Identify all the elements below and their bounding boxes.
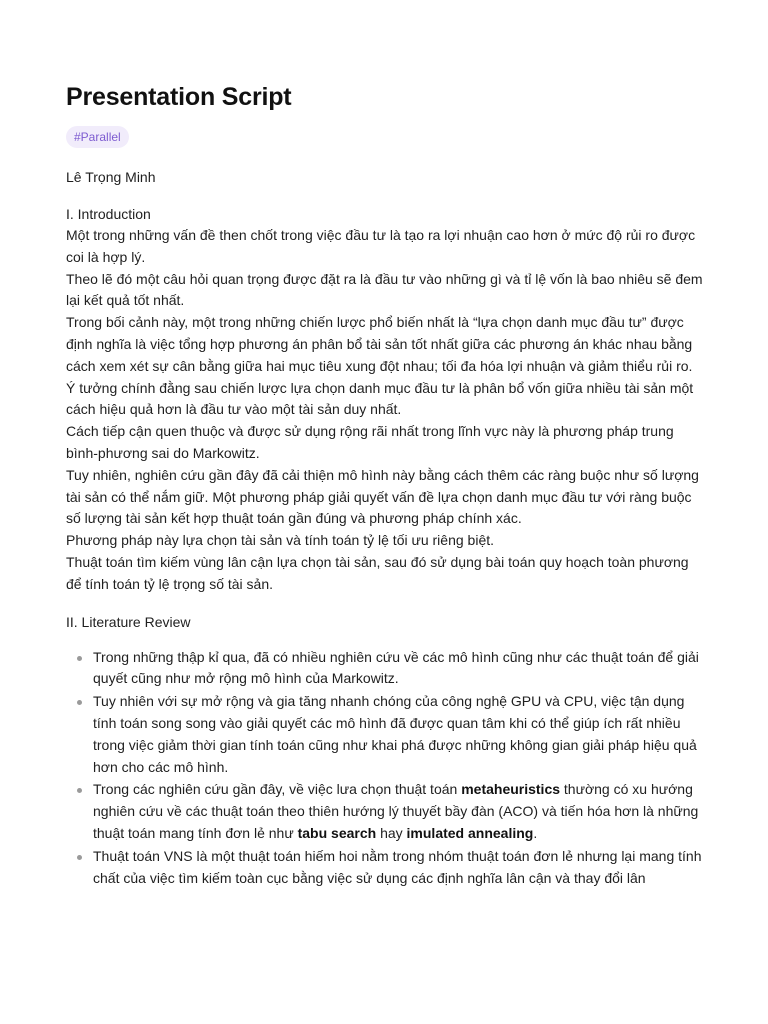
list-item-text: Tuy nhiên với sự mở rộng và gia tăng nhanh chóng của công nghệ GPU và CPU, việc tận dụng tính toán song song vào giải quyết các mô hình đã được quan tâm khi có thể giúp ích rất nhiều trong việc giảm thời gian tính toán cũng như khai phá được những không gian giải pháp hiệu quả hơn cho các mô hình. xyxy=(93,693,697,775)
intro-paragraph: Ý tưởng chính đằng sau chiến lược lựa chọn danh mục đầu tư là phân bổ vốn giữa nhiều tài sản một cách hiệu quả hơn là đầu tư vào một tài sản duy nhất. xyxy=(66,379,694,418)
tag-parallel[interactable]: #Parallel xyxy=(66,126,129,148)
intro-paragraph: Thuật toán tìm kiếm vùng lân cận lựa chọn tài sản, sau đó sử dụng bài toán quy hoạch toàn phương để tính toán tỷ lệ trọng số tài sản. xyxy=(66,553,689,592)
list-item xyxy=(66,691,706,778)
intro-paragraph: Cách tiếp cận quen thuộc và được sử dụng rộng rãi nhất trong lĩnh vực này là phương pháp trung bình-phương sai do Markowitz. xyxy=(66,423,674,461)
bullet-dot-icon xyxy=(77,700,82,705)
bold-term-tabu-search: tabu search xyxy=(297,824,377,841)
bullet-dot-icon xyxy=(77,855,82,860)
list-item-text: Thuật toán VNS là một thuật toán hiếm hoi nằm trong nhóm thuật toán đơn lẻ nhưng lại mang tính chất của việc tìm kiếm toàn cục bằng việc sử dụng các định nghĩa lân cận và thay đổi lân xyxy=(93,847,702,886)
list-item-text: hay xyxy=(376,824,407,841)
author-name: Lê Trọng Minh xyxy=(66,169,156,185)
list-item xyxy=(66,647,706,691)
list-item xyxy=(66,779,706,844)
bold-term-metaheuristics: metaheuristics xyxy=(461,781,561,798)
list-item-text: Trong những thập kỉ qua, đã có nhiều nghiên cứu về các mô hình cũng như các thuật toán để giải quyết cũng như mở rộng mô hình của Markowitz. xyxy=(93,648,699,687)
intro-paragraph: Một trong những vấn đề then chốt trong việc đầu tư là tạo ra lợi nhuận cao hơn ở mức độ rủi ro được coi là hợp lý. xyxy=(66,227,696,265)
bullet-dot-icon xyxy=(77,788,82,793)
tag-row xyxy=(66,126,706,152)
list-item-text: . xyxy=(533,824,538,841)
introduction-heading: I. Introduction xyxy=(66,206,151,222)
bold-term-simulated-annealing: imulated annealing xyxy=(406,824,534,841)
document-page xyxy=(66,80,706,890)
page-title: Presentation Script xyxy=(66,83,292,111)
list-item xyxy=(66,846,706,890)
literature-review-section xyxy=(66,611,706,890)
intro-paragraph: Phương pháp này lựa chọn tài sản và tính toán tỷ lệ tối ưu riêng biệt. xyxy=(66,532,495,549)
literature-review-heading: II. Literature Review xyxy=(66,613,191,630)
intro-paragraph: Trong bối cảnh này, một trong những chiến lược phổ biến nhất là “lựa chọn danh mục đầu tư” được định nghĩa là việc tổng hợp phương án phân bổ tài sản tốt nhất giữa các phương án khác nhau bằng cách xem xét sự cân bằng giữa hai mục tiêu xung đột nhau; tối đa hóa lợi nhuận và giảm thiểu rủi ro. xyxy=(66,314,693,374)
list-item-text: thường có xu hướng nghiên cứu về các thuật toán theo thiên hướng lý thuyết bầy đàn (ACO) và tiến hóa hơn là những thuật toán mang tính đơn lẻ như xyxy=(93,781,699,841)
literature-review-list xyxy=(66,647,706,890)
list-item-text: Trong các nghiên cứu gần đây, về việc lưa chọn thuật toán xyxy=(93,781,462,798)
introduction-section xyxy=(66,203,706,596)
intro-paragraph: Theo lẽ đó một câu hỏi quan trọng được đặt ra là đầu tư vào những gì và tỉ lệ vốn là bao nhiêu sẽ đem lại kết quả tốt nhất. xyxy=(66,270,703,309)
introduction-body xyxy=(66,225,706,596)
bullet-dot-icon xyxy=(77,656,82,661)
intro-paragraph: Tuy nhiên, nghiên cứu gần đây đã cải thiện mô hình này bằng cách thêm các ràng buộc như số lượng tài sản có thể nắm giữ. Một phương pháp giải quyết vấn đề lựa chọn danh mục đầu tư với ràng buộc số lượng tài sản kết hợp thuật toán gần đúng và phương pháp chính xác. xyxy=(66,466,699,527)
